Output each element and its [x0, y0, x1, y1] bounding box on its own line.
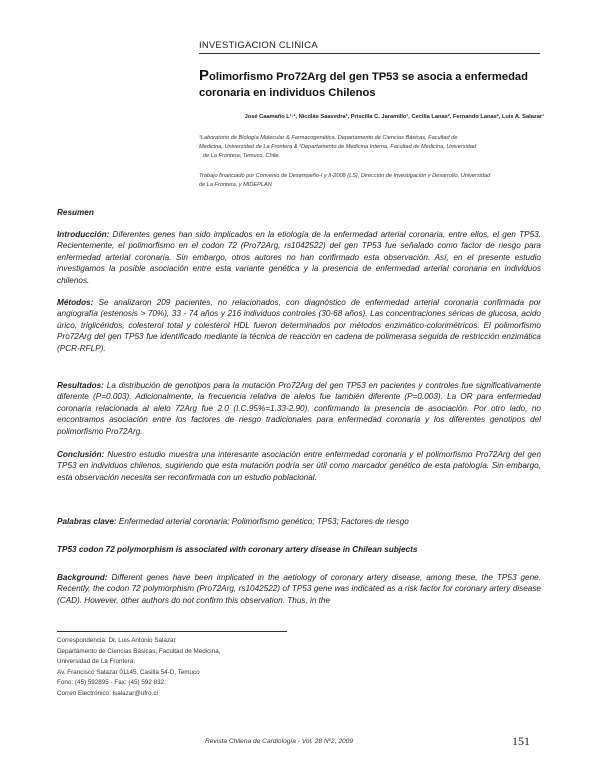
title-line-1 [199, 68, 544, 85]
correspondence [57, 636, 220, 700]
abstract-conclusion [57, 449, 541, 483]
keywords-text: Enfermedad arterial coronaria; Polimorfismo genético; TP53; Factores de riesgo [118, 517, 409, 526]
abstract-introduction [57, 229, 541, 286]
abstract-heading: Resumen [57, 208, 94, 217]
correspondence-line: Departamento de Ciencias Básicas, Facultad de Medicina, [57, 647, 221, 655]
abstract-results [57, 380, 541, 437]
introduction-text: Diferentes genes han sido implicados en la etiología de la enfermedad arterial coronaria, entre ellos, el gen TP53. Recientemente, el polimorfismo en el codon 72 (Pro72Arg, rs1042522) del gen TP53 fue señalado como factor de riesgo para enfermedad arterial coronaria. Sin embargo, otros autores no han confirmado esta observación. Así, en el presente estudio investigamos la posible asociación entre esta variante genética y la presencia de enfermedad arterial coronaria en individuos chilenos. [57, 230, 541, 285]
background-text: Different genes have been implicated in the aetiology of coronary artery disease, among these, the TP53 gene. Recently, the codon 72 polymorphism (Pro72Arg, rs1042522) of TP53 gene was indicated as a risk factor for coronary artery disease (CAD). However, other authors do not confirm this observation. Thus, in the [57, 573, 541, 605]
affiliation-line: de La Frontera, Temuco, Chile. [203, 153, 280, 159]
keywords [57, 517, 409, 526]
funding-note [199, 172, 541, 190]
correspondence-line: Correspondencia: Dr. Luis Antonio Salazar [57, 637, 176, 644]
title-line-2: coronaria en individuos Chilenos [199, 87, 376, 99]
affiliation-line: ¹Laboratorio de Biología Molecular & Farmacogenética, Departamento de Ciencias Básicas, Facultad de [199, 135, 458, 141]
methods-label: Métodos: [57, 298, 94, 307]
abstract-methods [57, 297, 541, 354]
section-label: INVESTIGACION CLINICA [199, 40, 318, 51]
funding-line: Trabajo financiado por Convenio de Desempeño-I y II-2008 (LS), Dirección de Investigación y Desarrollo, Universidad [199, 173, 491, 179]
header-rule [199, 53, 540, 54]
conclusion-label: Conclusión: [57, 450, 105, 459]
affiliation-line: Medicina, Universidad de La Frontera & ²Departamento de Medicina Interna, Facultad de Medicina, Universidad [199, 144, 477, 150]
english-title: TP53 codon 72 polymorphism is associated with coronary artery disease in Chilean subjects [57, 545, 418, 554]
correspondence-line: Av. Francisco Salazar 01145, Casilla 54-D, Temuco [57, 668, 200, 676]
footnote-rule [57, 631, 287, 632]
results-text: La distribución de genotipos para la mutación Pro72Arg del gen TP53 en pacientes y controles fue significativamente diferente (P=0.003). Adicionalmente, la frecuencia relativa de alelos fue también diferente (P=0.003). La OR para enfermedad coronaria relacionada al alelo 72Arg fue 2.0 (I.C.95%=1.33-2.90), confirmando la presencia de asociación. Por otro lado, no encontramos asociación entre los factores de riesgo tradicionales para enfermedad coronaria y los diferentes genotipos del polimorfismo Pro72Arg. [57, 381, 541, 436]
conclusion-text: Nuestro estudio muestra una interesante asociación entre enfermedad coronaria y el polimorfismo Pro72Arg del gen TP53 en individuos chilenos, sugiriendo que esta mutación podría ser útil como marcador genético de esta patología. Sin embargo, esta observación necesita ser reconfirmada con un estudio poblacional. [57, 450, 541, 482]
introduction-label: Introducción: [57, 230, 110, 239]
funding-line: de La Frontera, y MIDEPLAN [199, 182, 272, 188]
affiliations [199, 134, 541, 161]
methods-text: Se analizaron 209 pacientes, no relacionados, con diagnóstico de enfermedad arterial coronaria confirmada por angiografía (estenosis > 70%), 33 - 74 años y 216 individuos controles (30-68 años). Las concentraciones séricas de glucosa, acido úrico, triglicéridos, colesterol total y colesterol HDL fueron determinados por métodos enzimático-colorimétricos. El polimorfismo Pro72Arg del gen TP53 fue identificado mediante la técnica de reacción en cadena de polimerasa seguida de restricción enzimática (PCR-RFLP). [57, 298, 541, 353]
abstract-background [57, 572, 541, 606]
correspondence-email: Correo Electrónico: lsalazar@ufro.cl [57, 689, 158, 697]
article-title [199, 68, 544, 101]
title-initial: P [199, 67, 210, 84]
correspondence-line: Universidad de La Frontera. [57, 658, 136, 666]
keywords-label: Palabras clave: [57, 517, 117, 526]
title-line-1-text: olimorfismo Pro72Arg del gen TP53 se asocia a enfermedad [209, 71, 528, 83]
journal-citation: Revista Chilena de Cardiología - Vol. 28 Nº2, 2009 [205, 738, 354, 745]
page-number: 151 [512, 734, 530, 748]
author-list: José Caamaño L¹·², Nicolás Saavedra¹, Priscilla C. Jaramillo¹, Cecilia Lanas², Fernando Lanas², Luis A. Salazar¹ [244, 114, 544, 120]
results-label: Resultados: [57, 381, 104, 390]
background-label: Background: [57, 573, 108, 582]
correspondence-line: Fono: (45) 592895 - Fax: (45) 592 832. [57, 679, 166, 687]
